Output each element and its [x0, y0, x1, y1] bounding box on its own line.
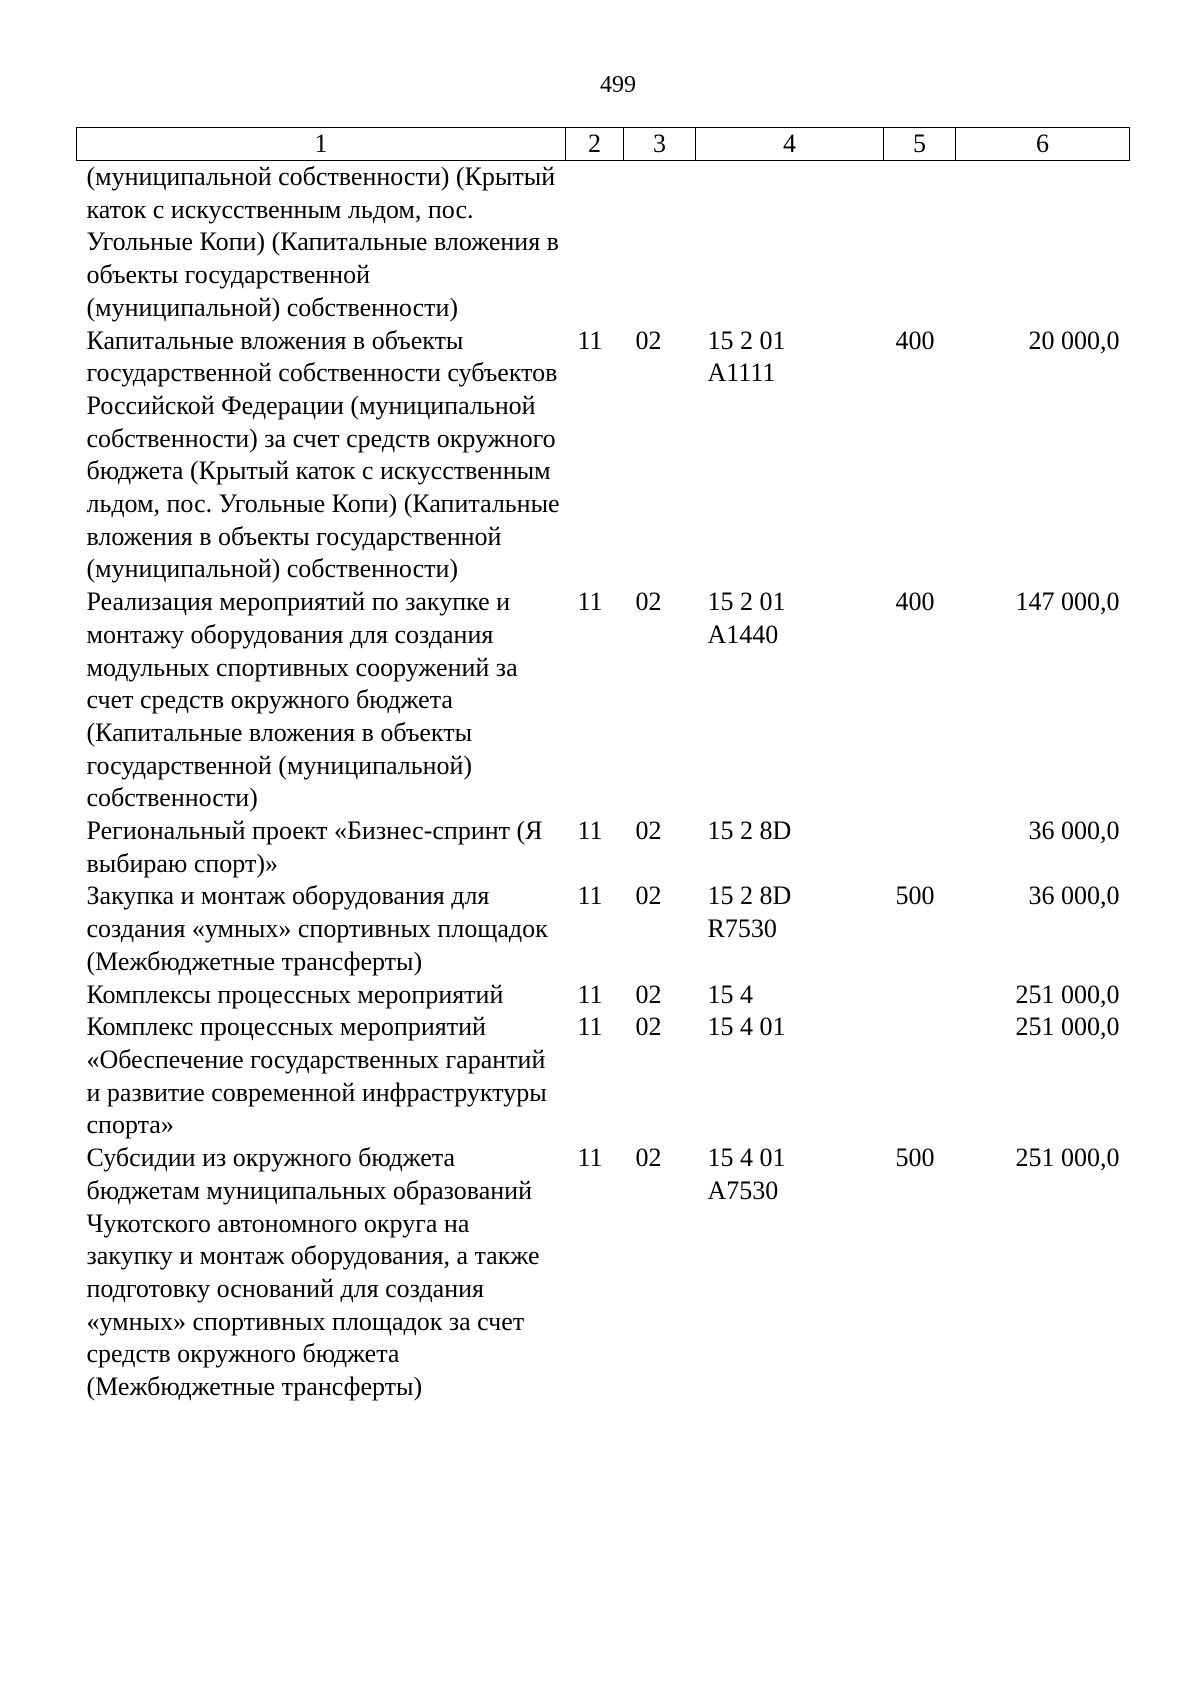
row-target-article: 15 2 01 A1111 [707, 325, 786, 388]
column-header-1: 1 [77, 128, 566, 161]
row-amount: 20 000,0 [1028, 325, 1120, 355]
row-subsection: 02 [635, 1012, 662, 1042]
row-expense-type [884, 161, 956, 325]
row-target-article [696, 161, 884, 325]
row-expense-type: 400 [895, 325, 935, 355]
row-amount: 251 000,0 [1015, 1143, 1120, 1173]
row-section: 11 [577, 325, 603, 355]
row-amount: 251 000,0 [1015, 1012, 1120, 1042]
table-row [77, 1142, 1130, 1404]
table-row [77, 325, 1130, 587]
table-row [77, 1011, 1130, 1142]
row-expense-type [884, 1011, 956, 1142]
budget-table [76, 127, 1130, 1404]
table-row [77, 979, 1130, 1012]
row-subsection: 02 [635, 979, 662, 1009]
row-subsection: 02 [635, 1143, 662, 1173]
row-amount: 251 000,0 [1015, 979, 1120, 1009]
row-name: Субсидии из окружного бюджета бюджетам муниципальных образований Чукотского автономного округа на закупку и монтаж оборудования, а также подготовку оснований для создания «умных» спортивных площадок за счет средств окружного бюджета (Межбюджетные трансферты) [86, 1143, 540, 1402]
row-name: Закупка и монтаж оборудования для создания «умных» спортивных площадок (Межбюджетные трансферты) [86, 881, 548, 976]
row-target-article: 15 4 01 [707, 1012, 786, 1042]
column-header-3: 3 [624, 128, 696, 161]
column-header-6: 6 [956, 128, 1130, 161]
table-row [77, 161, 1130, 325]
table-row [77, 880, 1130, 978]
table-header-row [77, 128, 1130, 161]
row-section: 11 [577, 979, 603, 1009]
row-section: 11 [577, 1012, 603, 1042]
row-subsection: 02 [635, 325, 662, 355]
table-row [77, 815, 1130, 880]
row-target-article: 15 4 [707, 979, 753, 1009]
row-subsection: 02 [635, 816, 662, 846]
row-target-article: 15 2 01 A1440 [707, 587, 786, 649]
row-name: Комплексы процессных мероприятий [86, 979, 504, 1009]
row-name: Реализация мероприятий по закупке и монтажу оборудования для создания модульных спортивных сооружений за счет средств окружного бюджета (Капитальные вложения в объекты государственной (муниципальной) собственности) [86, 587, 518, 813]
row-expense-type: 500 [895, 1143, 935, 1173]
row-section: 11 [577, 816, 603, 846]
row-amount: 36 000,0 [1028, 816, 1120, 846]
table-row [77, 586, 1130, 815]
row-subsection: 02 [635, 587, 662, 617]
column-header-4: 4 [696, 128, 884, 161]
row-name: Комплекс процессных мероприятий «Обеспечение государственных гарантий и развитие современной инфраструктуры спорта» [86, 1012, 547, 1140]
row-target-article: 15 2 8D R7530 [707, 881, 792, 944]
row-amount: 36 000,0 [1028, 881, 1120, 911]
row-name: Капитальные вложения в объекты государственной собственности субъектов Российской Федерации (муниципальной собственности) за счет средств окружного бюджета (Крытый каток с искусственным льдом, пос. Угольные Копи) (Капитальные вложения в объекты государственной (муниципальной) собственности) [86, 325, 560, 584]
row-name: Региональный проект «Бизнес-спринт (Я выбираю спорт)» [86, 816, 543, 878]
row-expense-type: 400 [895, 587, 935, 617]
row-expense-type: 500 [895, 881, 935, 911]
row-amount: 147 000,0 [1015, 587, 1120, 617]
row-expense-type [884, 815, 956, 880]
row-target-article: 15 4 01 A7530 [707, 1143, 786, 1205]
row-section: 11 [577, 1143, 603, 1173]
column-header-5: 5 [884, 128, 956, 161]
page-number: 499 [600, 72, 636, 98]
row-subsection: 02 [635, 881, 662, 911]
row-section: 11 [577, 881, 603, 911]
row-section [566, 161, 624, 325]
row-subsection [624, 161, 696, 325]
column-header-2: 2 [566, 128, 624, 161]
row-name: (муниципальной собственности) (Крытый каток с искусственным льдом, пос. Угольные Копи) (Капитальные вложения в объекты государственной (муниципальной) собственности) [86, 162, 559, 322]
row-section: 11 [577, 587, 603, 617]
row-target-article: 15 2 8D [707, 816, 792, 846]
row-expense-type [884, 979, 956, 1012]
row-amount [956, 161, 1130, 325]
